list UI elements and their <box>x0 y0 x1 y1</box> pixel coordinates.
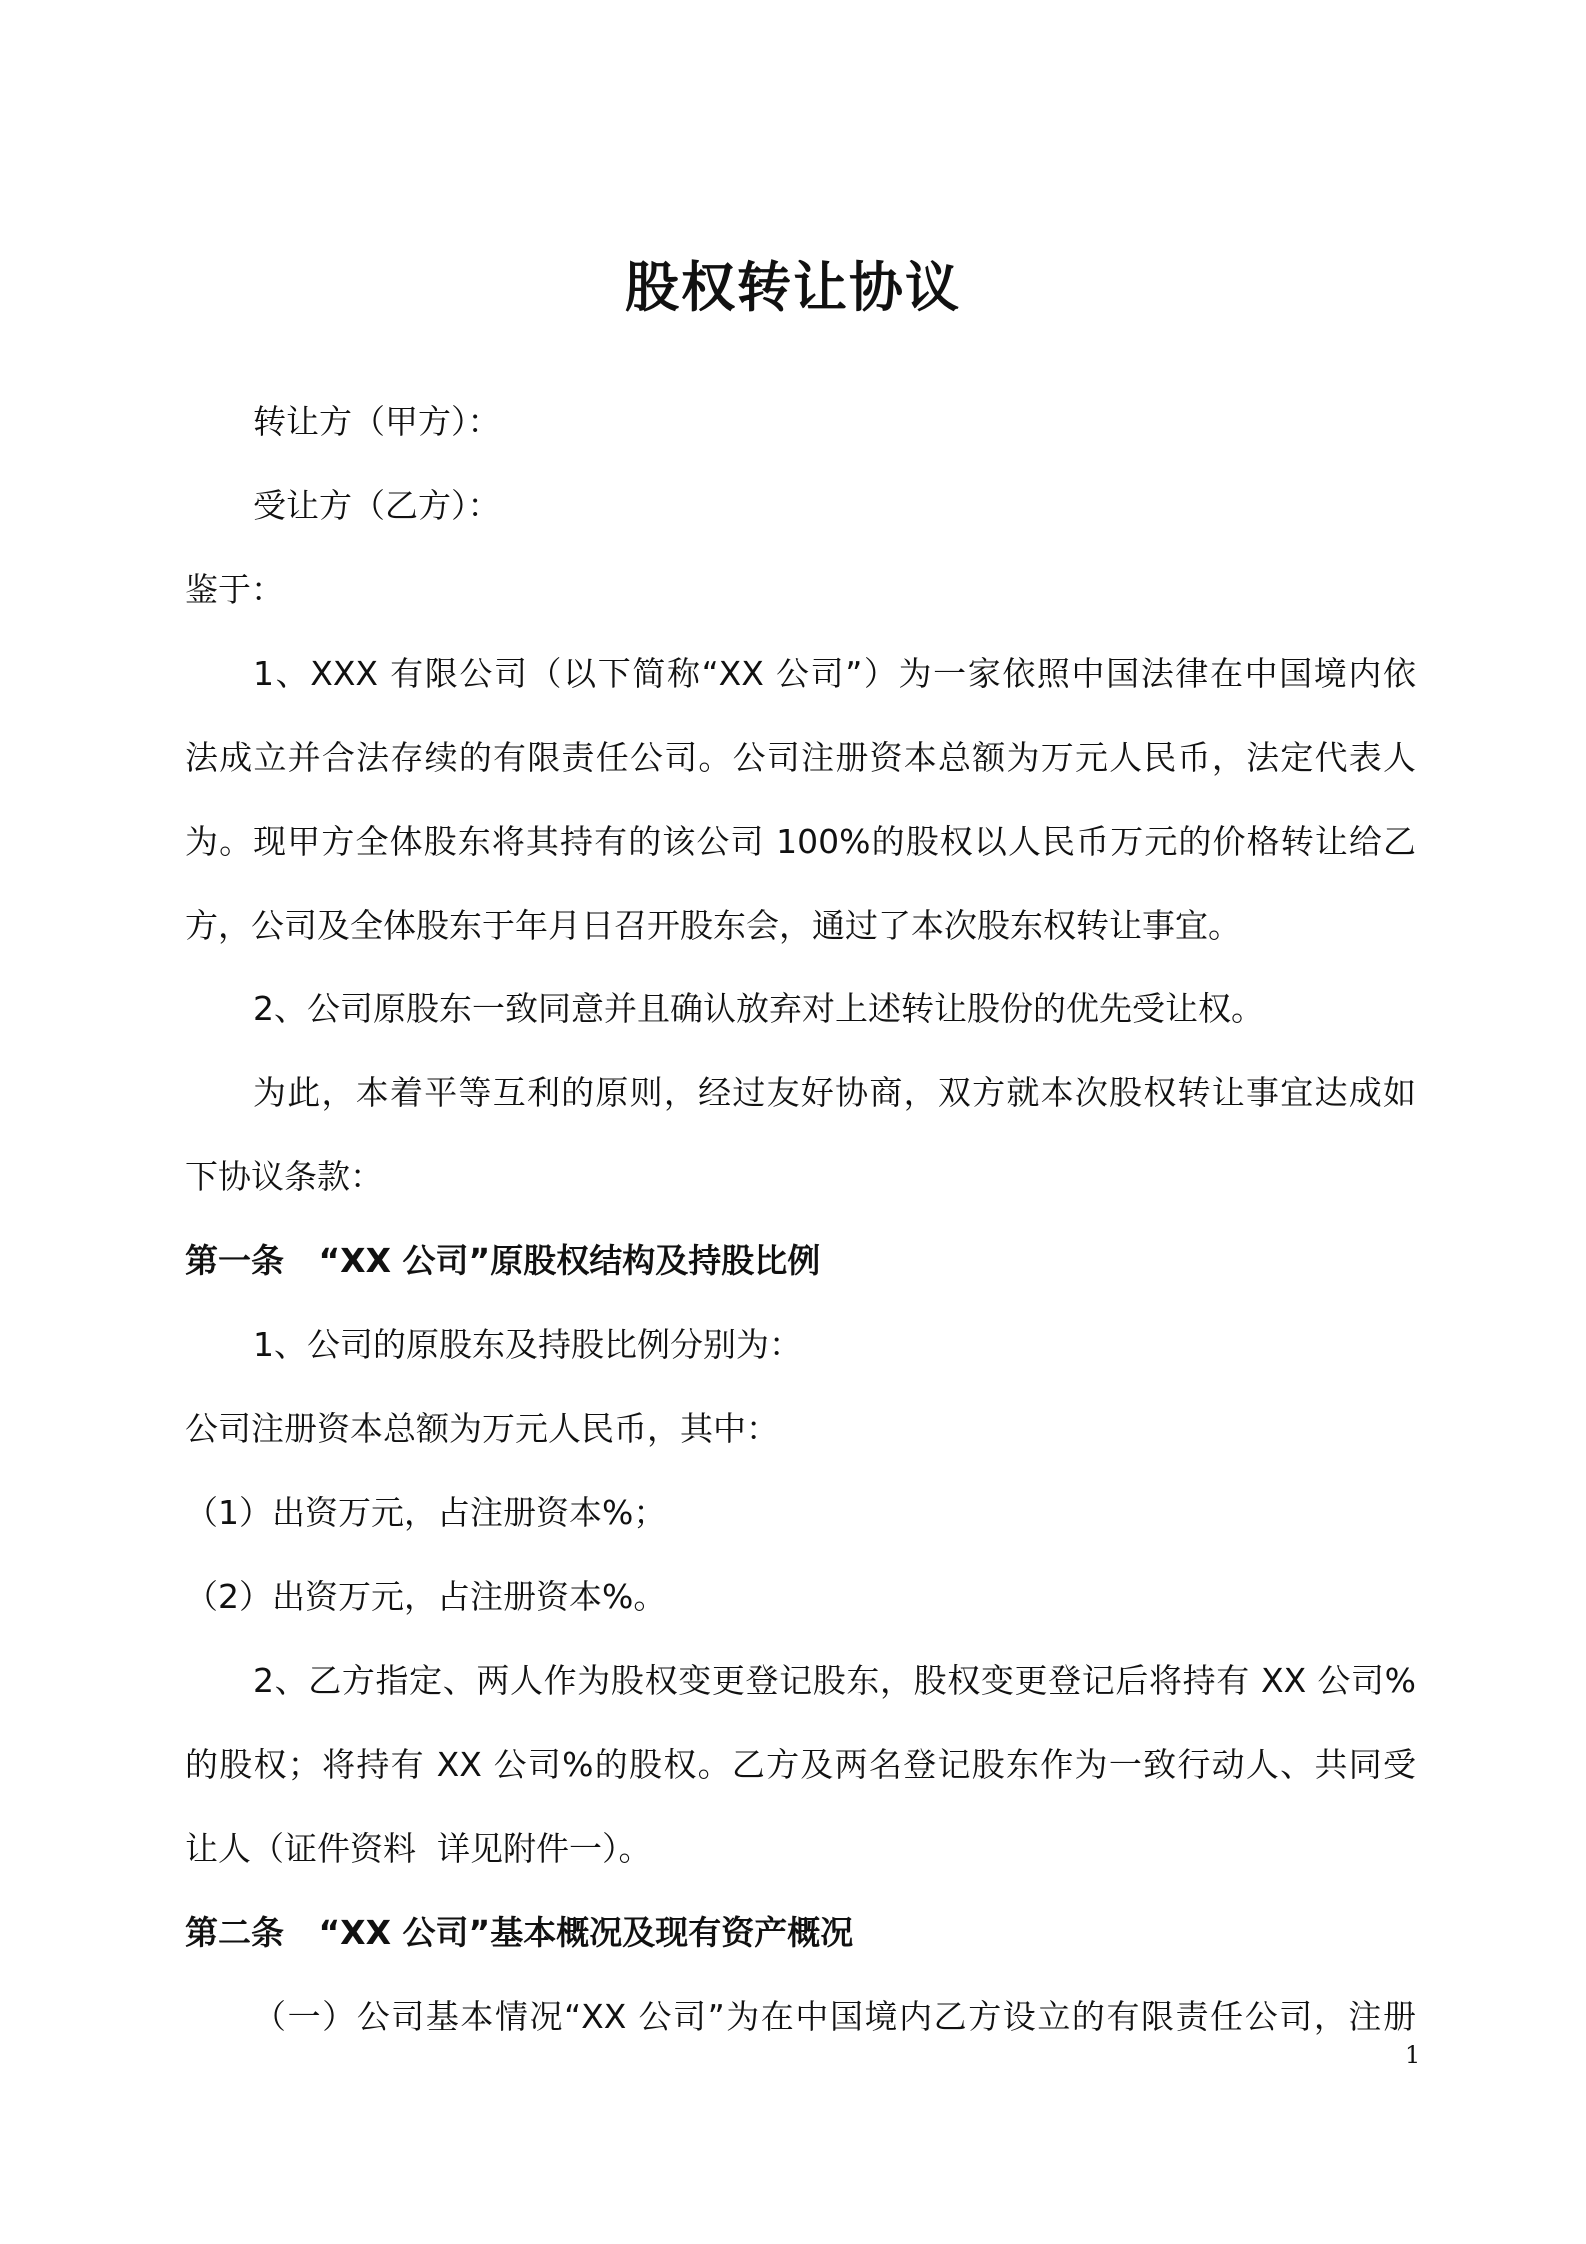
recital1-line-1: 1、XXX 有限公司（以下简称“XX 公司”）为一家依照中国法律在中国境内依 <box>253 654 1416 693</box>
article1-item2-line-2: 的股权；将持有 XX 公司%的股权。乙方及两名登记股东作为一致行动人、共同受 <box>185 1745 1416 1784</box>
article1-item2-line-1: 2、乙方指定、两人作为股权变更登记股东，股权变更登记后将持有 XX 公司% <box>253 1661 1416 1700</box>
article2-heading: 第二条 “XX 公司”基本概况及现有资产概况 <box>185 1913 854 1952</box>
article1-sub2: （2）出资万元，占注册资本%。 <box>185 1577 667 1616</box>
article1-item1: 1、公司的原股东及持股比例分别为： <box>253 1325 802 1364</box>
recital1-line-4: 方，公司及全体股东于年月日召开股东会，通过了本次股东权转让事宜。 <box>185 906 1241 945</box>
article1-item2-line-3: 让人（证件资料 详见附件一）。 <box>185 1829 652 1868</box>
transferee-line: 受让方（乙方）： <box>253 486 501 525</box>
article1-sub1: （1）出资万元，占注册资本%； <box>185 1493 667 1532</box>
recital1-line-2: 法成立并合法存续的有限责任公司。公司注册资本总额为万元人民币，法定代表人 <box>185 738 1416 777</box>
recital2: 2、公司原股东一致同意并且确认放弃对上述转让股份的优先受让权。 <box>253 989 1264 1028</box>
preamble-line-1: 为此，本着平等互利的原则，经过友好协商，双方就本次股权转让事宜达成如 <box>253 1073 1416 1112</box>
article1-capital: 公司注册资本总额为万元人民币，其中： <box>185 1409 779 1448</box>
article1-heading: 第一条 “XX 公司”原股权结构及持股比例 <box>185 1241 821 1280</box>
preamble-line-2: 下协议条款： <box>185 1157 383 1196</box>
article2-line-1: （一）公司基本情况“XX 公司”为在中国境内乙方设立的有限责任公司，注册 <box>253 1997 1416 2036</box>
recital1-line-3: 为。现甲方全体股东将其持有的该公司 100%的股权以人民币万元的价格转让给乙 <box>185 822 1416 861</box>
document-title: 股权转让协议 <box>625 256 961 319</box>
page-number: 1 <box>1405 2041 1421 2069</box>
transferor-line: 转让方（甲方）： <box>253 402 501 441</box>
whereas-label: 鉴于： <box>185 570 284 609</box>
